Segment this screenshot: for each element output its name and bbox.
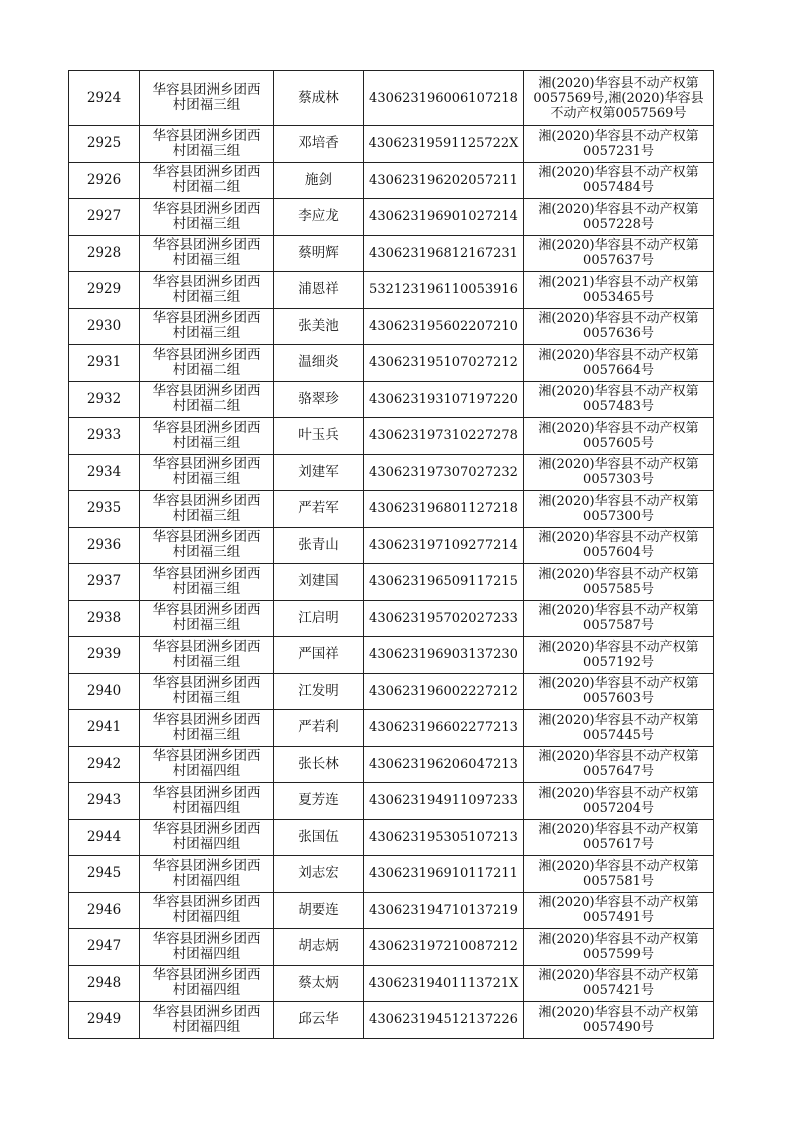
cell-id-number: 430623196602277213 [364, 710, 524, 747]
cell-name: 邓培香 [274, 126, 364, 163]
cell-id-number: 430623197307027232 [364, 454, 524, 491]
cell-id-number: 430623197109277214 [364, 527, 524, 564]
cell-address: 华容县团洲乡团西 村团福四组 [140, 783, 274, 820]
table-row [69, 965, 714, 1002]
cell-name: 骆翠珍 [274, 381, 364, 418]
cell-name: 蔡明辉 [274, 235, 364, 272]
cell-name: 张长林 [274, 746, 364, 783]
cell-id-number: 430623196812167231 [364, 235, 524, 272]
cell-number: 2933 [69, 418, 140, 455]
table-row [69, 929, 714, 966]
cell-certificate: 湘(2020)华容县不动产权第 0057228号 [524, 199, 714, 236]
cell-number: 2926 [69, 162, 140, 199]
cell-address: 华容县团洲乡团西 村团福二组 [140, 381, 274, 418]
table-row [69, 491, 714, 528]
cell-number: 2940 [69, 673, 140, 710]
cell-certificate: 湘(2020)华容县不动产权第 0057664号 [524, 345, 714, 382]
cell-name: 张国伍 [274, 819, 364, 856]
cell-certificate: 湘(2020)华容县不动产权第 0057603号 [524, 673, 714, 710]
table-row [69, 600, 714, 637]
table-row [69, 819, 714, 856]
cell-id-number: 430623195702027233 [364, 600, 524, 637]
cell-certificate: 湘(2020)华容县不动产权第 0057581号 [524, 856, 714, 893]
cell-certificate: 湘(2020)华容县不动产权第 0057491号 [524, 892, 714, 929]
cell-name: 施剑 [274, 162, 364, 199]
cell-number: 2935 [69, 491, 140, 528]
table-row [69, 235, 714, 272]
cell-number: 2941 [69, 710, 140, 747]
cell-certificate: 湘(2020)华容县不动产权第 0057569号,湘(2020)华容县 不动产权第0057569号 [524, 71, 714, 126]
cell-id-number: 430623196006107218 [364, 71, 524, 126]
cell-id-number: 430623195602207210 [364, 308, 524, 345]
table-row [69, 162, 714, 199]
cell-id-number: 43062319591125722X [364, 126, 524, 163]
cell-number: 2949 [69, 1002, 140, 1039]
cell-number: 2928 [69, 235, 140, 272]
cell-address: 华容县团洲乡团西 村团福三组 [140, 126, 274, 163]
cell-address: 华容县团洲乡团西 村团福三组 [140, 199, 274, 236]
cell-id-number: 430623196801127218 [364, 491, 524, 528]
cell-name: 胡志炳 [274, 929, 364, 966]
cell-address: 华容县团洲乡团西 村团福三组 [140, 71, 274, 126]
cell-number: 2932 [69, 381, 140, 418]
cell-certificate: 湘(2020)华容县不动产权第 0057599号 [524, 929, 714, 966]
cell-certificate: 湘(2020)华容县不动产权第 0057636号 [524, 308, 714, 345]
cell-id-number: 430623193107197220 [364, 381, 524, 418]
cell-name: 刘建军 [274, 454, 364, 491]
cell-id-number: 430623197310227278 [364, 418, 524, 455]
cell-certificate: 湘(2020)华容县不动产权第 0057484号 [524, 162, 714, 199]
table-row [69, 308, 714, 345]
cell-id-number: 430623194911097233 [364, 783, 524, 820]
table-row [69, 418, 714, 455]
table-row [69, 345, 714, 382]
cell-id-number: 430623196202057211 [364, 162, 524, 199]
cell-address: 华容县团洲乡团西 村团福二组 [140, 345, 274, 382]
cell-address: 华容县团洲乡团西 村团福二组 [140, 162, 274, 199]
cell-id-number: 532123196110053916 [364, 272, 524, 309]
cell-id-number: 430623196002227212 [364, 673, 524, 710]
cell-certificate: 湘(2020)华容县不动产权第 0057585号 [524, 564, 714, 601]
cell-certificate: 湘(2020)华容县不动产权第 0057192号 [524, 637, 714, 674]
cell-name: 刘建国 [274, 564, 364, 601]
cell-number: 2929 [69, 272, 140, 309]
table-row [69, 1002, 714, 1039]
cell-certificate: 湘(2020)华容县不动产权第 0057303号 [524, 454, 714, 491]
registry-table-body [69, 71, 714, 1039]
cell-name: 江发明 [274, 673, 364, 710]
cell-number: 2945 [69, 856, 140, 893]
cell-number: 2930 [69, 308, 140, 345]
cell-id-number: 430623197210087212 [364, 929, 524, 966]
cell-certificate: 湘(2020)华容县不动产权第 0057587号 [524, 600, 714, 637]
table-row [69, 454, 714, 491]
cell-number: 2948 [69, 965, 140, 1002]
cell-certificate: 湘(2020)华容县不动产权第 0057483号 [524, 381, 714, 418]
cell-name: 严国祥 [274, 637, 364, 674]
cell-address: 华容县团洲乡团西 村团福三组 [140, 710, 274, 747]
cell-name: 江启明 [274, 600, 364, 637]
cell-certificate: 湘(2020)华容县不动产权第 0057604号 [524, 527, 714, 564]
cell-certificate: 湘(2020)华容县不动产权第 0057300号 [524, 491, 714, 528]
cell-name: 温细炎 [274, 345, 364, 382]
table-row [69, 673, 714, 710]
cell-name: 浦恩祥 [274, 272, 364, 309]
cell-certificate: 湘(2021)华容县不动产权第 0053465号 [524, 272, 714, 309]
cell-name: 夏芳连 [274, 783, 364, 820]
cell-address: 华容县团洲乡团西 村团福三组 [140, 308, 274, 345]
cell-id-number: 430623196903137230 [364, 637, 524, 674]
cell-name: 蔡太炳 [274, 965, 364, 1002]
table-row [69, 783, 714, 820]
cell-certificate: 湘(2020)华容县不动产权第 0057231号 [524, 126, 714, 163]
cell-address: 华容县团洲乡团西 村团福三组 [140, 637, 274, 674]
cell-name: 严若军 [274, 491, 364, 528]
cell-number: 2937 [69, 564, 140, 601]
cell-certificate: 湘(2020)华容县不动产权第 0057637号 [524, 235, 714, 272]
cell-certificate: 湘(2020)华容县不动产权第 0057445号 [524, 710, 714, 747]
cell-address: 华容县团洲乡团西 村团福三组 [140, 454, 274, 491]
table-row [69, 746, 714, 783]
table-row [69, 710, 714, 747]
cell-number: 2939 [69, 637, 140, 674]
cell-address: 华容县团洲乡团西 村团福四组 [140, 929, 274, 966]
cell-id-number: 430623195305107213 [364, 819, 524, 856]
table-row [69, 381, 714, 418]
cell-address: 华容县团洲乡团西 村团福三组 [140, 527, 274, 564]
cell-number: 2942 [69, 746, 140, 783]
cell-number: 2947 [69, 929, 140, 966]
cell-address: 华容县团洲乡团西 村团福三组 [140, 235, 274, 272]
cell-number: 2925 [69, 126, 140, 163]
table-row [69, 199, 714, 236]
cell-certificate: 湘(2020)华容县不动产权第 0057421号 [524, 965, 714, 1002]
cell-address: 华容县团洲乡团西 村团福四组 [140, 1002, 274, 1039]
cell-id-number: 430623196901027214 [364, 199, 524, 236]
cell-number: 2946 [69, 892, 140, 929]
cell-certificate: 湘(2020)华容县不动产权第 0057490号 [524, 1002, 714, 1039]
cell-certificate: 湘(2020)华容县不动产权第 0057647号 [524, 746, 714, 783]
cell-id-number: 430623195107027212 [364, 345, 524, 382]
cell-id-number: 430623196206047213 [364, 746, 524, 783]
cell-address: 华容县团洲乡团西 村团福四组 [140, 965, 274, 1002]
cell-address: 华容县团洲乡团西 村团福三组 [140, 491, 274, 528]
table-row [69, 856, 714, 893]
cell-number: 2943 [69, 783, 140, 820]
table-row [69, 564, 714, 601]
table-row [69, 71, 714, 126]
cell-address: 华容县团洲乡团西 村团福四组 [140, 819, 274, 856]
cell-address: 华容县团洲乡团西 村团福三组 [140, 673, 274, 710]
table-row [69, 126, 714, 163]
cell-number: 2936 [69, 527, 140, 564]
cell-number: 2944 [69, 819, 140, 856]
cell-address: 华容县团洲乡团西 村团福四组 [140, 892, 274, 929]
cell-address: 华容县团洲乡团西 村团福四组 [140, 856, 274, 893]
cell-name: 蔡成林 [274, 71, 364, 126]
cell-address: 华容县团洲乡团西 村团福三组 [140, 600, 274, 637]
cell-number: 2924 [69, 71, 140, 126]
cell-name: 张青山 [274, 527, 364, 564]
cell-name: 胡要连 [274, 892, 364, 929]
cell-number: 2927 [69, 199, 140, 236]
cell-name: 邱云华 [274, 1002, 364, 1039]
cell-id-number: 43062319401113721X [364, 965, 524, 1002]
cell-address: 华容县团洲乡团西 村团福三组 [140, 418, 274, 455]
cell-certificate: 湘(2020)华容县不动产权第 0057617号 [524, 819, 714, 856]
registry-table [68, 70, 714, 1039]
table-row [69, 892, 714, 929]
table-row [69, 272, 714, 309]
cell-name: 叶玉兵 [274, 418, 364, 455]
cell-number: 2934 [69, 454, 140, 491]
cell-name: 刘志宏 [274, 856, 364, 893]
cell-number: 2931 [69, 345, 140, 382]
cell-address: 华容县团洲乡团西 村团福三组 [140, 564, 274, 601]
cell-certificate: 湘(2020)华容县不动产权第 0057605号 [524, 418, 714, 455]
cell-id-number: 430623194512137226 [364, 1002, 524, 1039]
cell-name: 严若利 [274, 710, 364, 747]
cell-address: 华容县团洲乡团西 村团福四组 [140, 746, 274, 783]
cell-address: 华容县团洲乡团西 村团福三组 [140, 272, 274, 309]
table-row [69, 527, 714, 564]
cell-id-number: 430623194710137219 [364, 892, 524, 929]
cell-name: 李应龙 [274, 199, 364, 236]
cell-number: 2938 [69, 600, 140, 637]
cell-certificate: 湘(2020)华容县不动产权第 0057204号 [524, 783, 714, 820]
cell-id-number: 430623196910117211 [364, 856, 524, 893]
table-row [69, 637, 714, 674]
cell-id-number: 430623196509117215 [364, 564, 524, 601]
cell-name: 张美池 [274, 308, 364, 345]
